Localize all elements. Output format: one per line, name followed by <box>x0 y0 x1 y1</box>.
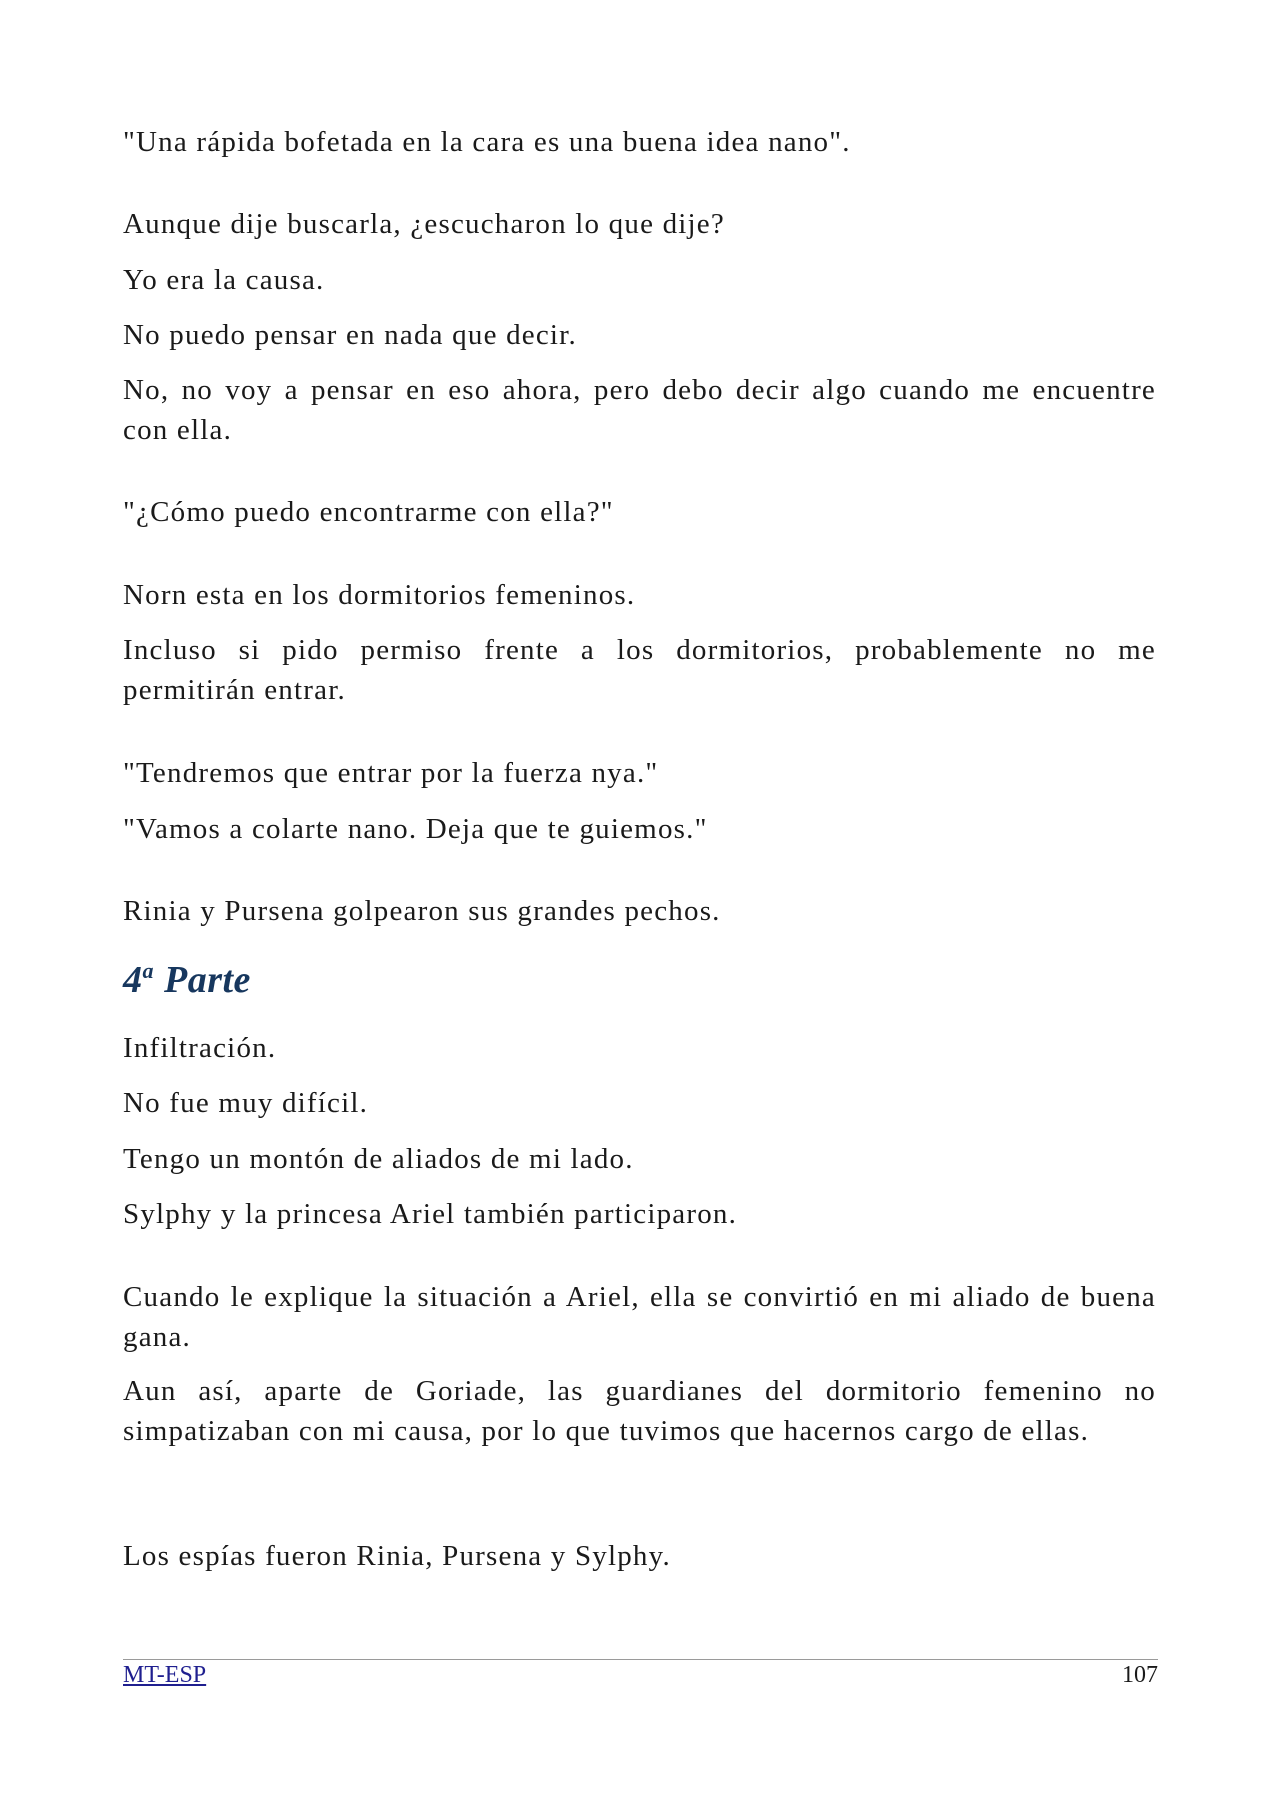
paragraph: No puedo pensar en nada que decir. <box>123 319 577 351</box>
paragraph: Norn esta en los dormitorios femeninos. <box>123 579 636 611</box>
paragraph: No fue muy difícil. <box>123 1087 369 1119</box>
paragraph: Aun así, aparte de Goriade, las guardianes del dormitorio femenino no simpatizaban con mi causa, por lo que tuvimos que hacernos cargo de ellas. <box>123 1375 1156 1447</box>
footer-link[interactable]: MT-ESP <box>123 1662 207 1688</box>
paragraph: Aunque dije buscarla, ¿escucharon lo que dije? <box>123 208 725 240</box>
paragraph: "Vamos a colarte nano. Deja que te guiemos." <box>123 813 708 845</box>
paragraph: "¿Cómo puedo encontrarme con ella?" <box>123 496 614 528</box>
section-title: Parte <box>164 959 251 1001</box>
page-number: 107 <box>1122 1662 1158 1688</box>
paragraph: Rinia y Pursena golpearon sus grandes pechos. <box>123 895 721 927</box>
footer-divider <box>123 1659 1158 1660</box>
paragraph: Yo era la causa. <box>123 264 325 296</box>
section-number: 4 <box>123 959 143 1001</box>
paragraph: Los espías fueron Rinia, Pursena y Sylphy. <box>123 1540 671 1572</box>
paragraph: Infiltración. <box>123 1032 277 1064</box>
paragraph: Incluso si pido permiso frente a los dormitorios, probablemente no me permitirán entrar. <box>123 634 1156 706</box>
paragraph: "Una rápida bofetada en la cara es una buena idea nano". <box>123 126 851 158</box>
paragraph: Tengo un montón de aliados de mi lado. <box>123 1143 634 1175</box>
paragraph: Cuando le explique la situación a Ariel, ella se convirtió en mi aliado de buena gana. <box>123 1281 1156 1353</box>
paragraph: Sylphy y la princesa Ariel también participaron. <box>123 1198 738 1230</box>
paragraph: No, no voy a pensar en eso ahora, pero debo decir algo cuando me encuentre con ella. <box>123 374 1156 446</box>
section-superscript: a <box>142 958 154 983</box>
section-heading <box>123 956 251 1004</box>
paragraph: "Tendremos que entrar por la fuerza nya." <box>123 757 659 789</box>
